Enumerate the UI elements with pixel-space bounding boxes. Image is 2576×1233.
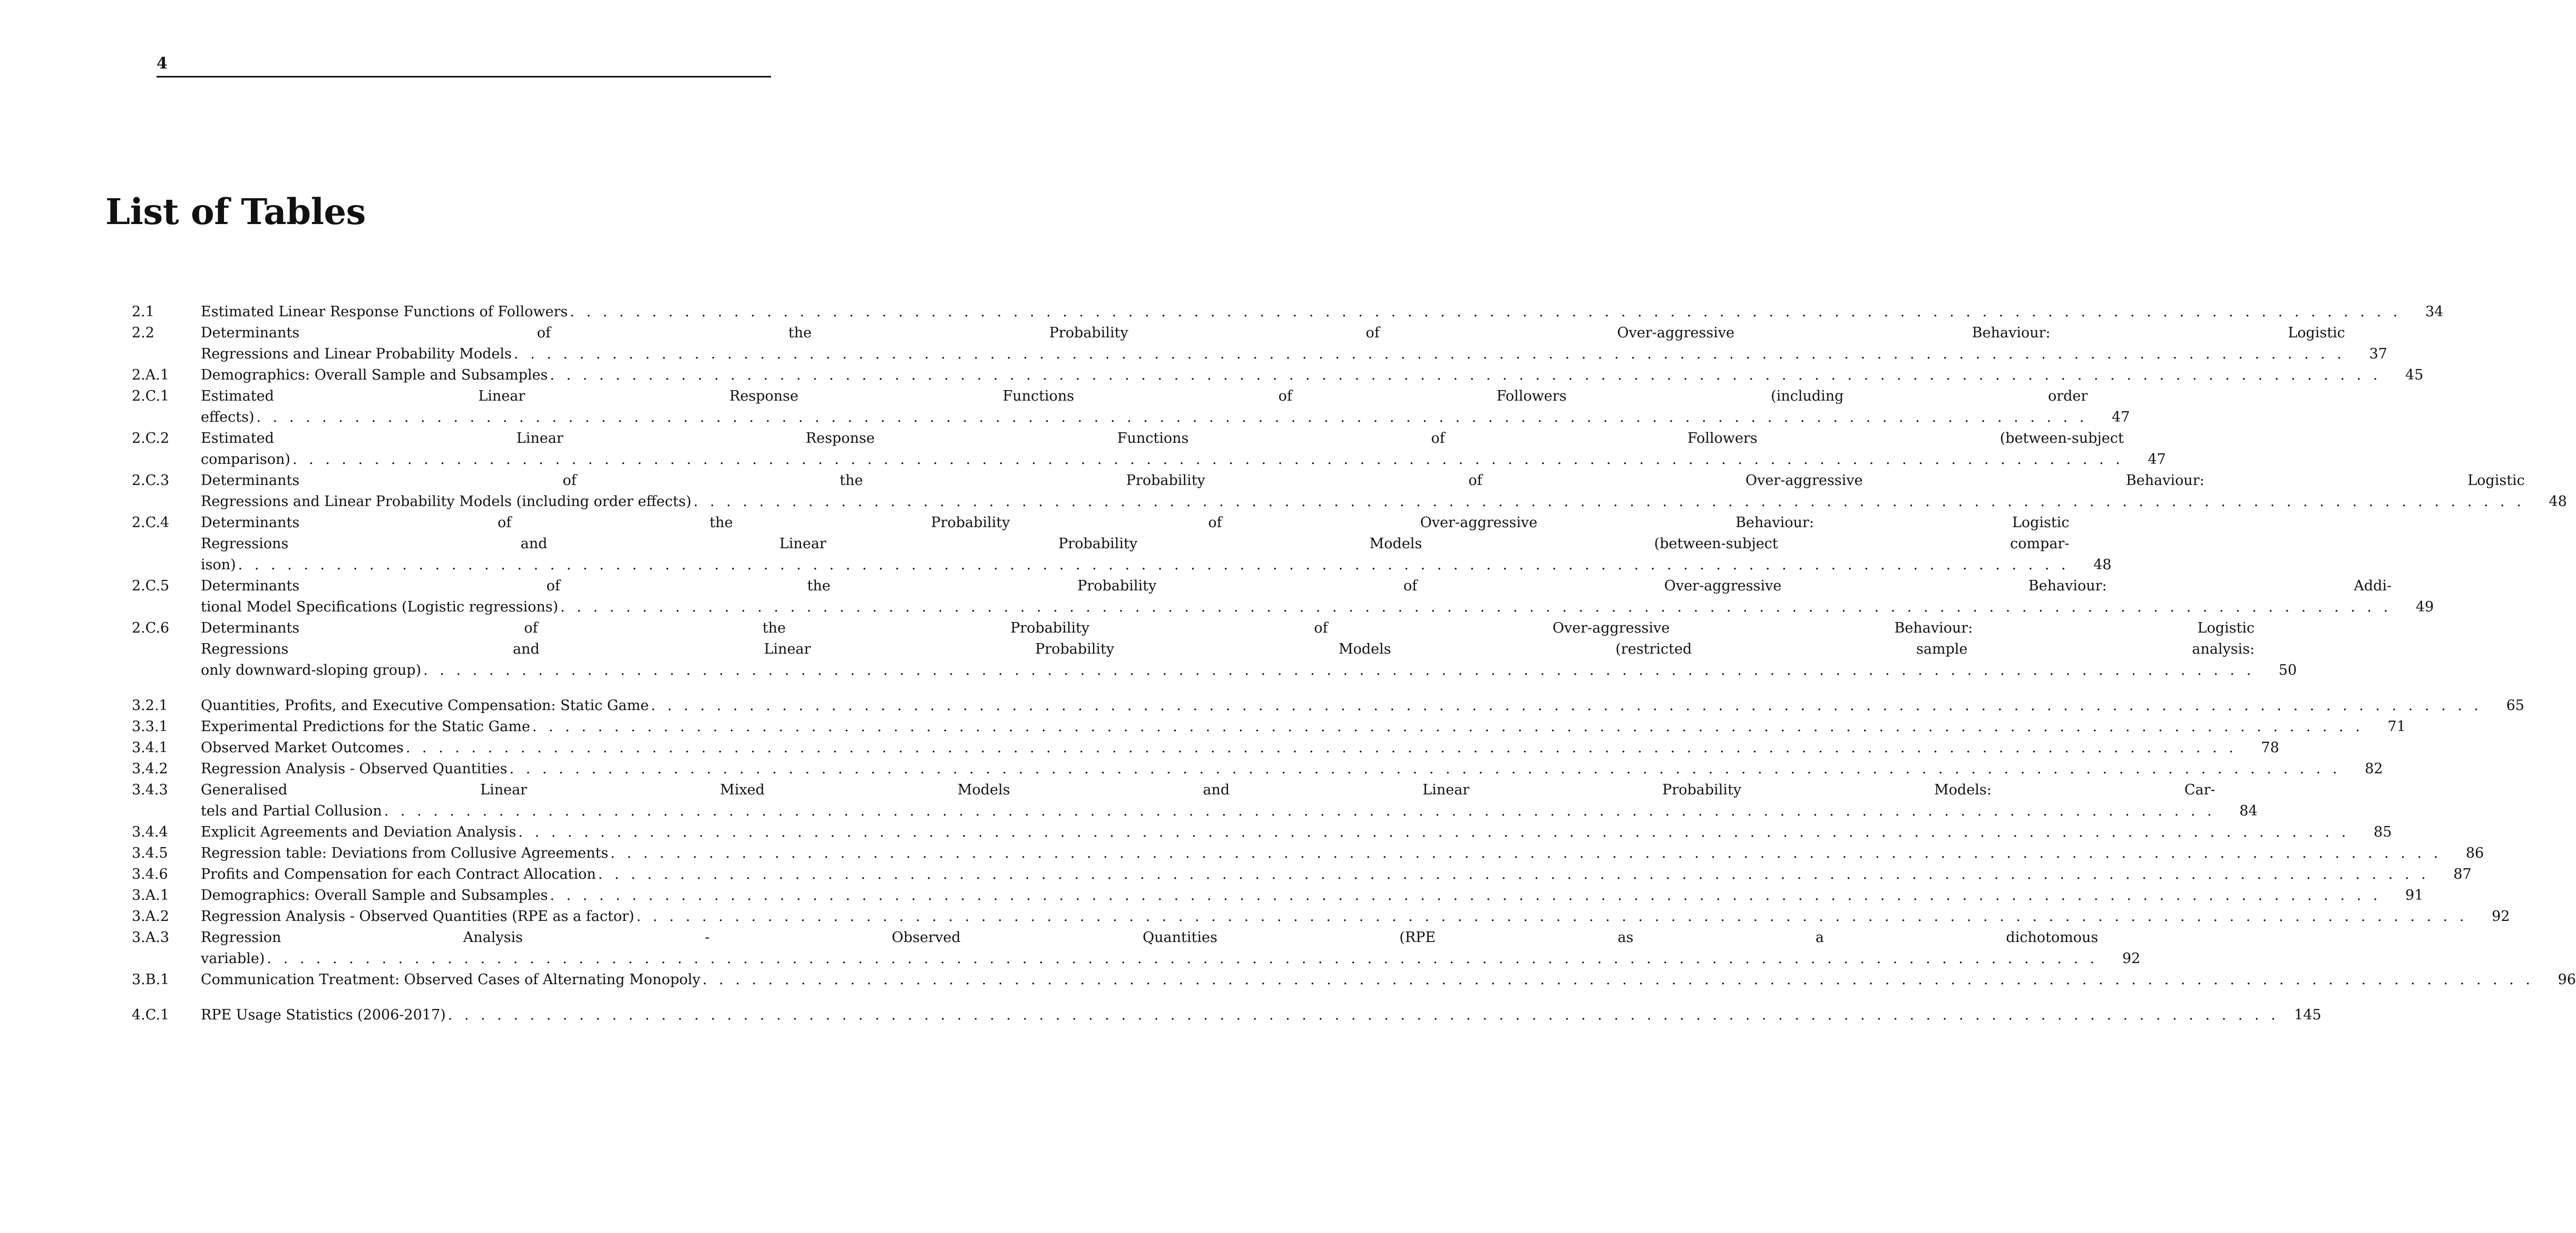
list-of-tables bbox=[132, 302, 2576, 1040]
table-title-last-line bbox=[201, 969, 2534, 991]
page-ref-number: 48 bbox=[2093, 557, 2112, 573]
table-title bbox=[201, 780, 2216, 822]
toc-entry[interactable] bbox=[132, 365, 2424, 386]
toc-entry[interactable] bbox=[132, 576, 2434, 618]
page-ref bbox=[2381, 365, 2423, 386]
page-ref bbox=[2467, 906, 2510, 927]
table-title-last-line bbox=[201, 716, 2364, 737]
page-ref-number: 47 bbox=[2148, 451, 2166, 468]
toc-entry[interactable] bbox=[132, 927, 2141, 969]
toc-entry[interactable] bbox=[132, 695, 2524, 716]
table-title-line: Experimental Predictions for the Static Game bbox=[201, 719, 530, 735]
table-title bbox=[201, 906, 2467, 927]
table-number: 2.C.4 bbox=[132, 514, 170, 531]
table-title bbox=[201, 885, 2381, 906]
toc-entry[interactable] bbox=[132, 386, 2130, 428]
page-ref bbox=[2345, 344, 2387, 365]
toc-entry[interactable] bbox=[132, 885, 2424, 906]
dot-leader bbox=[265, 948, 2098, 969]
page-ref bbox=[2525, 491, 2567, 512]
table-title-last-line bbox=[201, 302, 2401, 323]
table-number: 3.4.6 bbox=[132, 866, 168, 882]
table-title bbox=[201, 737, 2237, 759]
page-ref bbox=[2392, 597, 2434, 618]
page-ref-number: 92 bbox=[2492, 908, 2510, 925]
table-number: 2.C.3 bbox=[132, 472, 170, 489]
table-title-last-line bbox=[201, 491, 2525, 512]
table-title-last-line bbox=[201, 555, 2070, 576]
table-title-line: Estimated Linear Response Functions of Followers (between-subject bbox=[201, 430, 2124, 446]
table-title bbox=[201, 1005, 2279, 1026]
table-title bbox=[201, 843, 2442, 864]
dot-leader bbox=[404, 737, 2237, 759]
dot-leader bbox=[516, 822, 2349, 843]
dot-leader bbox=[236, 555, 2070, 576]
table-title-line: comparison) bbox=[201, 451, 290, 468]
table-number: 2.A.1 bbox=[132, 367, 170, 383]
page-ref-number: 71 bbox=[2387, 719, 2406, 735]
table-title-last-line bbox=[201, 906, 2467, 927]
dot-leader bbox=[530, 716, 2364, 737]
table-number: 3.A.1 bbox=[132, 887, 170, 904]
table-title-line: Regressions and Linear Probability Models bbox=[201, 346, 512, 362]
table-title-last-line bbox=[201, 407, 2087, 428]
table-title-last-line bbox=[201, 597, 2392, 618]
table-title bbox=[201, 470, 2525, 512]
table-title-line: Regressions and Linear Probability Models (between-subject compar- bbox=[201, 536, 2070, 552]
dot-leader bbox=[548, 365, 2381, 386]
table-title bbox=[201, 576, 2392, 618]
table-number: 2.C.5 bbox=[132, 578, 170, 594]
dot-leader bbox=[382, 801, 2216, 822]
table-title bbox=[201, 386, 2087, 428]
table-title-last-line bbox=[201, 864, 2429, 885]
table-title-line: Regression Analysis - Observed Quantities bbox=[201, 761, 508, 777]
table-title-last-line bbox=[201, 759, 2341, 780]
table-title-line: tional Model Specifications (Logistic regressions) bbox=[201, 599, 559, 615]
page-ref bbox=[2124, 449, 2166, 470]
table-title-last-line bbox=[201, 843, 2442, 864]
toc-entry[interactable] bbox=[132, 470, 2567, 512]
table-number: 3.A.2 bbox=[132, 908, 170, 925]
table-title-last-line bbox=[201, 822, 2349, 843]
table-title bbox=[201, 716, 2364, 737]
table-title-line: Regressions and Linear Probability Models (restricted sample analysis: bbox=[201, 641, 2255, 657]
table-number: 2.1 bbox=[132, 304, 154, 320]
table-title bbox=[201, 618, 2255, 681]
table-title bbox=[201, 365, 2381, 386]
page-ref bbox=[2534, 969, 2576, 991]
page-ref-number: 45 bbox=[2405, 367, 2424, 383]
dot-leader bbox=[568, 302, 2401, 323]
page-ref-number: 78 bbox=[2261, 740, 2279, 756]
table-number: 3.4.5 bbox=[132, 845, 168, 861]
table-title-line: ison) bbox=[201, 557, 236, 573]
page-ref bbox=[2098, 948, 2140, 969]
page-ref-number: 91 bbox=[2405, 887, 2424, 904]
page-ref-number: 34 bbox=[2425, 304, 2444, 320]
table-title bbox=[201, 512, 2070, 576]
table-title-line: Regression table: Deviations from Collusive Agreements bbox=[201, 845, 609, 861]
toc-entry[interactable] bbox=[132, 864, 2472, 885]
toc-entry[interactable] bbox=[132, 512, 2112, 576]
toc-entry[interactable] bbox=[132, 969, 2576, 991]
toc-entry[interactable] bbox=[132, 843, 2484, 864]
page-title: List of Tables bbox=[105, 191, 366, 232]
page-ref-number: 86 bbox=[2465, 845, 2484, 861]
table-title-line: Generalised Linear Mixed Models and Linear Probability Models: Car- bbox=[201, 782, 2216, 798]
toc-entry[interactable] bbox=[132, 716, 2406, 737]
table-title-last-line bbox=[201, 1005, 2279, 1026]
header-rule bbox=[157, 76, 771, 77]
page-ref-number: 47 bbox=[2112, 409, 2130, 425]
dot-leader bbox=[421, 660, 2255, 681]
table-title-line: Regression Analysis - Observed Quantities (RPE as a factor) bbox=[201, 908, 635, 925]
table-title bbox=[201, 927, 2098, 969]
table-title bbox=[201, 302, 2401, 323]
dot-leader bbox=[512, 344, 2345, 365]
page-ref-number: 49 bbox=[2415, 599, 2434, 615]
page-ref bbox=[2255, 660, 2297, 681]
toc-entry[interactable] bbox=[132, 906, 2510, 927]
table-title-line: RPE Usage Statistics (2006-2017) bbox=[201, 1007, 446, 1023]
table-title bbox=[201, 428, 2124, 470]
table-title-line: only downward-sloping group) bbox=[201, 662, 422, 678]
page-ref-number: 48 bbox=[2549, 493, 2567, 510]
page-ref bbox=[2381, 885, 2423, 906]
toc-entry[interactable] bbox=[132, 428, 2166, 470]
table-title-line: Determinants of the Probability of Over-aggressive Behaviour: Logistic bbox=[201, 472, 2525, 489]
page-ref-number: 84 bbox=[2239, 803, 2258, 819]
table-title-line: Determinants of the Probability of Over-aggressive Behaviour: Logistic bbox=[201, 514, 2070, 531]
table-number: 3.3.1 bbox=[132, 719, 168, 735]
page-ref-number: 145 bbox=[2294, 1007, 2321, 1023]
dot-leader bbox=[649, 695, 2482, 716]
table-title-last-line bbox=[201, 801, 2216, 822]
dot-leader bbox=[255, 407, 2088, 428]
page-ref bbox=[2216, 801, 2258, 822]
page-ref bbox=[2070, 555, 2112, 576]
table-number: 3.4.1 bbox=[132, 740, 168, 756]
table-title-line: variable) bbox=[201, 950, 265, 967]
table-title-last-line bbox=[201, 344, 2345, 365]
table-number: 3.4.4 bbox=[132, 824, 168, 840]
dot-leader bbox=[635, 906, 2468, 927]
table-title-line: Explicit Agreements and Deviation Analysis bbox=[201, 824, 516, 840]
page-ref bbox=[2482, 695, 2524, 716]
table-title-last-line bbox=[201, 695, 2482, 716]
page-ref-number: 37 bbox=[2369, 346, 2387, 362]
dot-leader bbox=[608, 843, 2442, 864]
page-ref bbox=[2364, 716, 2406, 737]
table-title-line: Determinants of the Probability of Over-aggressive Behaviour: Logistic bbox=[201, 325, 2345, 341]
table-title-line: Profits and Compensation for each Contract Allocation bbox=[201, 866, 596, 882]
table-number: 2.C.6 bbox=[132, 620, 170, 636]
dot-leader bbox=[700, 969, 2534, 991]
table-number: 3.2.1 bbox=[132, 697, 168, 714]
table-title bbox=[201, 969, 2534, 991]
table-number: 3.A.3 bbox=[132, 929, 170, 946]
table-title-line: Demographics: Overall Sample and Subsamples bbox=[201, 367, 548, 383]
toc-entry[interactable] bbox=[132, 759, 2383, 780]
table-title bbox=[201, 323, 2345, 365]
table-number: 3.4.3 bbox=[132, 782, 168, 798]
toc-entry[interactable] bbox=[132, 1005, 2321, 1026]
table-title-last-line bbox=[201, 885, 2381, 906]
toc-group bbox=[132, 1005, 2321, 1026]
table-title-line: Estimated Linear Response Functions of Followers bbox=[201, 304, 568, 320]
dot-leader bbox=[596, 864, 2429, 885]
toc-entry[interactable] bbox=[132, 780, 2258, 822]
page-ref bbox=[2429, 864, 2472, 885]
table-title bbox=[201, 822, 2349, 843]
table-title-line: Observed Market Outcomes bbox=[201, 740, 404, 756]
table-title-line: effects) bbox=[201, 409, 255, 425]
table-title-last-line bbox=[201, 449, 2124, 470]
table-number: 2.2 bbox=[132, 325, 154, 341]
page-ref-number: 65 bbox=[2506, 697, 2524, 714]
dot-leader bbox=[558, 597, 2392, 618]
toc-group bbox=[132, 695, 2576, 991]
table-number: 2.C.2 bbox=[132, 430, 170, 446]
dot-leader bbox=[691, 491, 2525, 512]
toc-group bbox=[132, 302, 2567, 681]
page-ref bbox=[2442, 843, 2484, 864]
table-title-line: Regression Analysis - Observed Quantities (RPE as a dichotomous bbox=[201, 929, 2099, 946]
page-ref-number: 87 bbox=[2453, 866, 2472, 882]
table-title-line: Demographics: Overall Sample and Subsamples bbox=[201, 887, 548, 904]
page-ref-number: 50 bbox=[2278, 662, 2297, 678]
table-title bbox=[201, 759, 2341, 780]
dot-leader bbox=[290, 449, 2124, 470]
table-title-line: tels and Partial Collusion bbox=[201, 803, 382, 819]
toc-entry[interactable] bbox=[132, 822, 2392, 843]
toc-entry[interactable] bbox=[132, 618, 2297, 681]
table-number: 4.C.1 bbox=[132, 1007, 170, 1023]
dot-leader bbox=[508, 759, 2341, 780]
table-title-line: Regressions and Linear Probability Models (including order effects) bbox=[201, 493, 691, 510]
page-ref bbox=[2341, 759, 2383, 780]
table-title-line: Determinants of the Probability of Over-aggressive Behaviour: Addi- bbox=[201, 578, 2392, 594]
table-title-last-line bbox=[201, 365, 2381, 386]
table-title-last-line bbox=[201, 737, 2237, 759]
table-number: 2.C.1 bbox=[132, 388, 170, 404]
table-title-line: Estimated Linear Response Functions of Followers (including order bbox=[201, 388, 2088, 404]
page-ref-number: 96 bbox=[2558, 972, 2576, 988]
page-ref-number: 92 bbox=[2122, 950, 2141, 967]
table-number: 3.4.2 bbox=[132, 761, 168, 777]
page-ref bbox=[2401, 302, 2443, 323]
page-number: 4 bbox=[157, 54, 168, 73]
toc-entry[interactable] bbox=[132, 737, 2279, 759]
table-number: 3.B.1 bbox=[132, 972, 170, 988]
dot-leader bbox=[446, 1005, 2279, 1026]
page-ref bbox=[2279, 1005, 2321, 1026]
page-ref bbox=[2349, 822, 2392, 843]
page-ref-number: 82 bbox=[2365, 761, 2383, 777]
dot-leader bbox=[548, 885, 2381, 906]
page-ref bbox=[2237, 737, 2279, 759]
page-ref-number: 85 bbox=[2374, 824, 2392, 840]
table-title bbox=[201, 864, 2429, 885]
toc-entry[interactable] bbox=[132, 302, 2444, 323]
page-ref bbox=[2087, 407, 2130, 428]
toc-entry[interactable] bbox=[132, 323, 2387, 365]
table-title-line: Communication Treatment: Observed Cases of Alternating Monopoly bbox=[201, 972, 700, 988]
table-title-last-line bbox=[201, 660, 2255, 681]
table-title bbox=[201, 695, 2482, 716]
table-title-line: Determinants of the Probability of Over-aggressive Behaviour: Logistic bbox=[201, 620, 2255, 636]
table-title-last-line bbox=[201, 948, 2098, 969]
table-title-line: Quantities, Profits, and Executive Compensation: Static Game bbox=[201, 697, 649, 714]
